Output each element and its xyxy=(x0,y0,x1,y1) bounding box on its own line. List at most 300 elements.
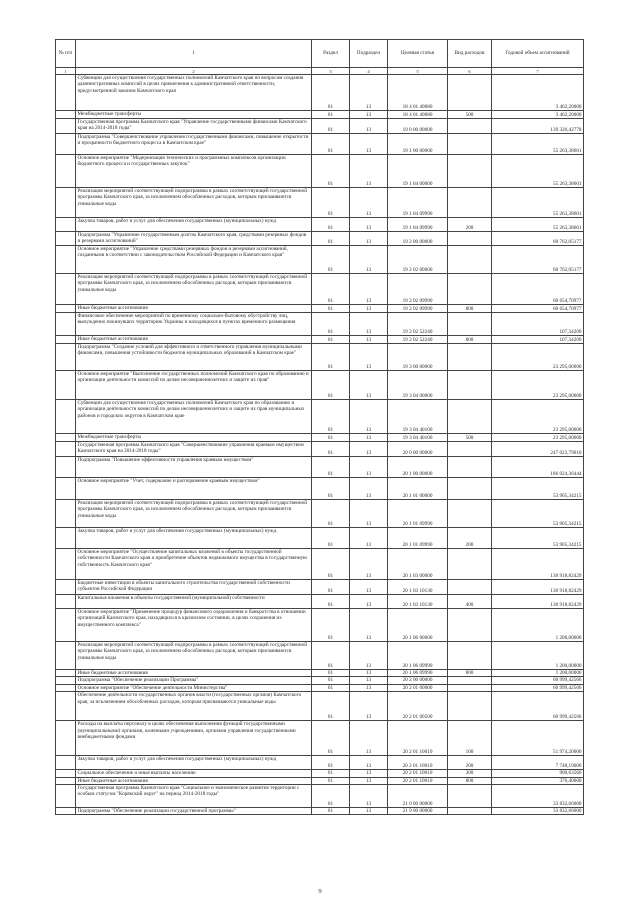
row-number xyxy=(56,188,76,218)
row-subsection: 13 xyxy=(350,808,388,815)
row-subsection: 13 xyxy=(350,478,388,500)
row-name: Реализация мероприятий соответствующей подпрограммы в рамках соответствующей государственной программы Камчатского края, за исключением обособленных расходов, которым присваиваются уникальные коды xyxy=(76,188,312,218)
row-expense-type: 500 xyxy=(448,434,492,442)
row-amount: 60 999,42566 xyxy=(492,692,584,721)
row-target-article: 19 2 02 09990 xyxy=(388,274,448,305)
row-target-article: 20 1 06 00000 xyxy=(388,609,448,642)
row-target-article: 20 2 00 00000 xyxy=(388,677,448,684)
column-numbering-row xyxy=(56,68,584,75)
row-name: Государственная программа Камчатского края "Совершенствование управления краевым имуществом Камчатского края на 2014-2018 годы" xyxy=(76,442,312,457)
row-section: 01 xyxy=(312,785,350,808)
row-section: 01 xyxy=(312,336,350,344)
row-amount: 1 200,00000 xyxy=(492,642,584,670)
row-number xyxy=(56,478,76,500)
row-name: Межбюджетные трансферты xyxy=(76,111,312,119)
row-name: Закупка товаров, работ и услуг для обеспечения государственных (муниципальных) нужд xyxy=(76,528,312,549)
row-number xyxy=(56,313,76,336)
row-target-article: 20 2 01 00000 xyxy=(388,684,448,691)
row-section: 01 xyxy=(312,684,350,691)
row-expense-type: 400 xyxy=(448,595,492,609)
row-name: Социальное обеспечение и иные выплаты населению xyxy=(76,770,312,777)
header-annual-volume: Годовой объем ассигнований xyxy=(492,40,584,68)
row-target-article: 20 2 01 10010 xyxy=(388,770,448,777)
row-expense-type xyxy=(448,609,492,642)
row-name: Основное мероприятие "Осуществление капитальных вложений в объекты государственной собственности Камчатского края и приобретение объектов недвижимого имущества в государственную собственность Камчатского края" xyxy=(76,549,312,580)
table-row xyxy=(56,188,584,218)
row-section: 01 xyxy=(312,756,350,770)
row-target-article: 20 1 01 09990 xyxy=(388,528,448,549)
row-number xyxy=(56,549,76,580)
row-expense-type xyxy=(448,642,492,670)
row-subsection: 13 xyxy=(350,344,388,371)
table-row xyxy=(56,478,584,500)
column-number: 4 xyxy=(350,68,388,75)
row-name: Подпрограмма "Обеспечение реализации государственной программы" xyxy=(76,808,312,815)
row-amount: 1 200,00000 xyxy=(492,609,584,642)
row-name: Иные бюджетные ассигнования xyxy=(76,777,312,784)
row-subsection: 13 xyxy=(350,75,388,111)
row-section: 01 xyxy=(312,188,350,218)
row-number xyxy=(56,808,76,815)
row-name: Иные бюджетные ассигнования xyxy=(76,670,312,677)
table-row xyxy=(56,305,584,313)
row-amount: 7 748,19000 xyxy=(492,756,584,770)
row-expense-type xyxy=(448,119,492,134)
table-row xyxy=(56,155,584,188)
table-row xyxy=(56,434,584,442)
row-target-article: 20 2 01 10010 xyxy=(388,756,448,770)
row-amount: 55 263,38601 xyxy=(492,134,584,155)
row-section: 01 xyxy=(312,119,350,134)
row-number xyxy=(56,609,76,642)
row-number xyxy=(56,400,76,434)
row-subsection: 13 xyxy=(350,670,388,677)
row-expense-type xyxy=(448,500,492,528)
column-number: 5 xyxy=(388,68,448,75)
row-amount: 3 462,20000 xyxy=(492,75,584,111)
row-section: 01 xyxy=(312,434,350,442)
row-name: Подпрограмма "Обеспечение реализации Программы" xyxy=(76,677,312,684)
row-expense-type: 100 xyxy=(448,721,492,756)
row-target-article: 20 0 00 00000 xyxy=(388,442,448,457)
row-name: Бюджетные инвестиции в объекты капитального строительства государственной собственности субъектов Российской Федерации xyxy=(76,580,312,595)
row-section: 01 xyxy=(312,232,350,246)
row-amount: 3 462,20000 xyxy=(492,111,584,119)
row-subsection: 13 xyxy=(350,692,388,721)
row-name: Реализация мероприятий соответствующей подпрограммы в рамках соответствующей государственной программы Камчатского края, за исключением обособленных расходов, которым присваиваются уникальные коды xyxy=(76,642,312,670)
row-subsection: 13 xyxy=(350,111,388,119)
row-section: 01 xyxy=(312,442,350,457)
row-subsection: 13 xyxy=(350,580,388,595)
row-target-article: 19 2 02 52240 xyxy=(388,336,448,344)
row-target-article: 19 1 04 09990 xyxy=(388,218,448,232)
row-amount: 33 832,66000 xyxy=(492,808,584,815)
row-target-article: 20 1 01 09990 xyxy=(388,500,448,528)
row-name: Подпрограмма "Управление государственным долгом Камчатского края, средствами резервных фондов и резервами ассигнований" xyxy=(76,232,312,246)
table-row xyxy=(56,684,584,691)
row-amount: 376,40000 xyxy=(492,777,584,784)
row-expense-type xyxy=(448,134,492,155)
row-name: Подпрограмма "Создание условий для эффективного и ответственного управления муниципальными финансами, повышения устойчивости бюджетов муниципальных образований в Камчатском крае" xyxy=(76,344,312,371)
row-expense-type xyxy=(448,692,492,721)
row-section: 01 xyxy=(312,609,350,642)
row-name: Основное мероприятие "Применение процедур финансового оздоровления и банкротства в отношении организаций Камчатского края, находящихся в кризисном состоянии, в целях сохранения их имущественного комплекса" xyxy=(76,609,312,642)
row-section: 01 xyxy=(312,344,350,371)
row-name: Обеспечение деятельности государственных органов власти (государственных органов) Камчатского края, за исключением обособленных расходов, которым присваиваются уникальные коды xyxy=(76,692,312,721)
table-row xyxy=(56,528,584,549)
table-row xyxy=(56,500,584,528)
row-section: 01 xyxy=(312,111,350,119)
row-name: Капитальные вложения в объекты государственной (муниципальной) собственности xyxy=(76,595,312,609)
row-subsection: 13 xyxy=(350,274,388,305)
row-number xyxy=(56,155,76,188)
row-number xyxy=(56,442,76,457)
row-target-article: 19 3 00 00000 xyxy=(388,344,448,371)
row-name: Основное мероприятие "Учет, содержание и распоряжение краевым имуществом" xyxy=(76,478,312,500)
row-name: Основное мероприятие "Выполнение государственных полномочий Камчатского края по образованию и организации деятельности комиссий по делам несовершеннолетних и защите их прав" xyxy=(76,371,312,400)
table-row xyxy=(56,336,584,344)
row-number xyxy=(56,692,76,721)
row-name: Межбюджетные трансферты xyxy=(76,434,312,442)
row-subsection: 13 xyxy=(350,371,388,400)
row-name: Иные бюджетные ассигнования xyxy=(76,336,312,344)
row-target-article: 20 1 06 09990 xyxy=(388,642,448,670)
row-expense-type xyxy=(448,808,492,815)
row-section: 01 xyxy=(312,692,350,721)
table-row xyxy=(56,274,584,305)
row-target-article: 19 3 04 40100 xyxy=(388,434,448,442)
row-expense-type xyxy=(448,785,492,808)
row-number xyxy=(56,371,76,400)
row-number xyxy=(56,642,76,670)
budget-table xyxy=(55,39,584,815)
row-expense-type xyxy=(448,371,492,400)
row-subsection: 13 xyxy=(350,134,388,155)
table-row xyxy=(56,642,584,670)
row-number xyxy=(56,305,76,313)
row-number xyxy=(56,336,76,344)
row-number xyxy=(56,457,76,478)
row-subsection: 13 xyxy=(350,609,388,642)
row-section: 01 xyxy=(312,670,350,677)
row-target-article: 20 1 03 00000 xyxy=(388,549,448,580)
row-amount: 60 762,05177 xyxy=(492,232,584,246)
row-number xyxy=(56,119,76,134)
row-amount: 247 023,79010 xyxy=(492,442,584,457)
row-section: 01 xyxy=(312,595,350,609)
row-expense-type xyxy=(448,188,492,218)
row-expense-type: 200 xyxy=(448,528,492,549)
row-name: Закупка товаров, работ и услуг для обеспечения государственных (муниципальных) нужд xyxy=(76,756,312,770)
row-subsection: 13 xyxy=(350,442,388,457)
row-target-article: 19 3 04 40100 xyxy=(388,400,448,434)
row-name: Закупка товаров, работ и услуг для обеспечения государственных (муниципальных) нужд xyxy=(76,218,312,232)
row-number xyxy=(56,274,76,305)
row-section: 01 xyxy=(312,580,350,595)
row-subsection: 13 xyxy=(350,756,388,770)
row-number xyxy=(56,785,76,808)
row-section: 01 xyxy=(312,274,350,305)
row-amount: 23 295,00000 xyxy=(492,400,584,434)
table-row xyxy=(56,692,584,721)
row-subsection: 13 xyxy=(350,642,388,670)
table-row xyxy=(56,677,584,684)
row-section: 01 xyxy=(312,721,350,756)
row-expense-type xyxy=(448,478,492,500)
row-amount: 130 918,82429 xyxy=(492,580,584,595)
row-expense-type xyxy=(448,580,492,595)
row-target-article: 19 3 04 00000 xyxy=(388,371,448,400)
table-row xyxy=(56,344,584,371)
row-section: 01 xyxy=(312,808,350,815)
row-target-article: 19 0 00 00000 xyxy=(388,119,448,134)
table-row xyxy=(56,232,584,246)
row-name: Реализация мероприятий соответствующей подпрограммы в рамках соответствующей государственной программы Камчатского края, за исключением обособленных расходов, которым присваиваются уникальные коды xyxy=(76,274,312,305)
row-expense-type xyxy=(448,313,492,336)
row-subsection: 13 xyxy=(350,549,388,580)
row-name: Государственная программа Камчатского края "Управление государственными финансами Камчатского края на 2014-2018 годы" xyxy=(76,119,312,134)
table-row xyxy=(56,609,584,642)
row-amount: 55 263,38601 xyxy=(492,188,584,218)
table-row xyxy=(56,218,584,232)
row-amount: 55 263,38601 xyxy=(492,218,584,232)
row-target-article: 19 2 00 00000 xyxy=(388,232,448,246)
row-expense-type xyxy=(448,155,492,188)
row-name: Расходы на выплаты персоналу в целях обеспечения выполнения функций государственными (муниципальными) органами, казенными учреждениями, органами управления государственными внебюджетными фондами xyxy=(76,721,312,756)
row-amount: 53 905,34215 xyxy=(492,528,584,549)
row-target-article: 20 1 06 09990 xyxy=(388,670,448,677)
row-expense-type xyxy=(448,549,492,580)
row-target-article: 21 9 00 00000 xyxy=(388,808,448,815)
column-number: 6 xyxy=(448,68,492,75)
table-body xyxy=(56,40,584,815)
row-target-article: 20 2 01 00500 xyxy=(388,692,448,721)
table-row xyxy=(56,400,584,434)
row-subsection: 13 xyxy=(350,777,388,784)
row-number xyxy=(56,670,76,677)
table-row xyxy=(56,134,584,155)
table-row xyxy=(56,313,584,336)
row-amount: 60 999,42566 xyxy=(492,684,584,691)
row-target-article: 20 2 01 10010 xyxy=(388,777,448,784)
row-name: Иные бюджетные ассигнования xyxy=(76,305,312,313)
row-expense-type: 800 xyxy=(448,305,492,313)
row-amount: 1 200,00000 xyxy=(492,670,584,677)
row-amount: 23 295,00000 xyxy=(492,371,584,400)
row-target-article: 19 2 02 52240 xyxy=(388,313,448,336)
page-number: 9 xyxy=(318,888,322,895)
row-subsection: 13 xyxy=(350,595,388,609)
row-expense-type: 300 xyxy=(448,770,492,777)
row-number xyxy=(56,770,76,777)
row-subsection: 13 xyxy=(350,305,388,313)
row-number xyxy=(56,756,76,770)
table-row xyxy=(56,670,584,677)
header-expense-type: Вид расходов xyxy=(448,40,492,68)
row-amount: 33 832,66000 xyxy=(492,785,584,808)
row-target-article: 19 1 04 09990 xyxy=(388,188,448,218)
row-subsection: 13 xyxy=(350,188,388,218)
row-section: 01 xyxy=(312,500,350,528)
row-amount: 139 320,42778 xyxy=(492,119,584,134)
row-name: Субвенции для осуществления государственных полномочий Камчатского края по образованию и организации деятельности комиссий по делам несовершеннолетних и защите их прав муниципальных районов и городских округов в Камчатском крае xyxy=(76,400,312,434)
row-amount: 23 295,00000 xyxy=(492,434,584,442)
row-name: Подпрограмма "Повышение эффективности управления краевым имуществом" xyxy=(76,457,312,478)
row-amount: 60 999,42566 xyxy=(492,677,584,684)
row-target-article: 20 2 01 10010 xyxy=(388,721,448,756)
row-subsection: 13 xyxy=(350,400,388,434)
row-subsection: 13 xyxy=(350,770,388,777)
row-amount: 53 905,34215 xyxy=(492,500,584,528)
column-number: 3 xyxy=(312,68,350,75)
row-section: 01 xyxy=(312,770,350,777)
table-row xyxy=(56,371,584,400)
row-section: 01 xyxy=(312,549,350,580)
row-number xyxy=(56,434,76,442)
row-target-article: 18 4 01 40080 xyxy=(388,75,448,111)
table-row xyxy=(56,770,584,777)
row-expense-type: 200 xyxy=(448,218,492,232)
row-name: Основное мероприятие "Обеспечение деятельности Министерства" xyxy=(76,684,312,691)
table-row xyxy=(56,75,584,111)
row-subsection: 13 xyxy=(350,500,388,528)
row-expense-type: 200 xyxy=(448,756,492,770)
row-subsection: 13 xyxy=(350,218,388,232)
table-row xyxy=(56,549,584,580)
row-target-article: 19 1 04 00000 xyxy=(388,155,448,188)
row-amount: 51 974,20000 xyxy=(492,721,584,756)
row-name: Государственная программа Камчатского края "Социальное и экономическое развитие территории с особым статусом "Корякский округ" на период 2014-2018 годы" xyxy=(76,785,312,808)
row-expense-type: 500 xyxy=(448,111,492,119)
row-expense-type xyxy=(448,677,492,684)
row-expense-type: 800 xyxy=(448,777,492,784)
row-number xyxy=(56,595,76,609)
row-target-article: 20 1 03 10130 xyxy=(388,580,448,595)
row-target-article: 21 0 00 00000 xyxy=(388,785,448,808)
table-row xyxy=(56,785,584,808)
row-amount: 186 024,36444 xyxy=(492,457,584,478)
column-number: 2 xyxy=(76,68,312,75)
row-amount: 107,34200 xyxy=(492,313,584,336)
row-section: 01 xyxy=(312,155,350,188)
row-amount: 60 762,05177 xyxy=(492,246,584,274)
row-target-article: 20 1 00 00000 xyxy=(388,457,448,478)
row-subsection: 13 xyxy=(350,246,388,274)
table-row xyxy=(56,457,584,478)
header-no: № п/п xyxy=(56,40,76,68)
row-number xyxy=(56,677,76,684)
row-number xyxy=(56,134,76,155)
row-amount: 900,63566 xyxy=(492,770,584,777)
table-row xyxy=(56,111,584,119)
row-number xyxy=(56,232,76,246)
table-row xyxy=(56,246,584,274)
row-expense-type xyxy=(448,344,492,371)
row-amount: 130 918,82429 xyxy=(492,549,584,580)
row-amount: 23 295,00000 xyxy=(492,344,584,371)
row-number xyxy=(56,500,76,528)
row-target-article: 19 2 02 09990 xyxy=(388,305,448,313)
row-subsection: 13 xyxy=(350,232,388,246)
header-name: 1 xyxy=(76,40,312,68)
row-section: 01 xyxy=(312,371,350,400)
row-expense-type xyxy=(448,400,492,434)
row-expense-type: 800 xyxy=(448,670,492,677)
row-section: 01 xyxy=(312,75,350,111)
row-number xyxy=(56,721,76,756)
row-amount: 60 654,70977 xyxy=(492,305,584,313)
row-section: 01 xyxy=(312,218,350,232)
row-target-article: 19 1 00 00000 xyxy=(388,134,448,155)
row-number xyxy=(56,344,76,371)
header-subsection: Подраздел xyxy=(350,40,388,68)
table-row xyxy=(56,777,584,784)
row-subsection: 13 xyxy=(350,457,388,478)
row-amount: 53 905,34215 xyxy=(492,478,584,500)
row-name: Финансовое обеспечение мероприятий по временному социально-бытовому обустройству лиц, вынужденно покинувших территорию Украины и находящихся в пунктах временного размещения xyxy=(76,313,312,336)
row-expense-type xyxy=(448,274,492,305)
row-subsection: 13 xyxy=(350,528,388,549)
row-expense-type xyxy=(448,684,492,691)
row-expense-type: 800 xyxy=(448,336,492,344)
row-section: 01 xyxy=(312,777,350,784)
row-target-article: 20 1 03 10130 xyxy=(388,595,448,609)
row-section: 01 xyxy=(312,457,350,478)
row-amount: 55 263,38601 xyxy=(492,155,584,188)
row-subsection: 13 xyxy=(350,677,388,684)
row-section: 01 xyxy=(312,305,350,313)
row-name: Подпрограмма "Совершенствование управления государственными финансами, повышение открытости и прозрачности бюджетного процесса в Камчатском крае" xyxy=(76,134,312,155)
row-section: 01 xyxy=(312,528,350,549)
row-section: 01 xyxy=(312,677,350,684)
row-expense-type xyxy=(448,246,492,274)
row-number xyxy=(56,528,76,549)
row-expense-type xyxy=(448,457,492,478)
row-name: Субвенции для осуществления государственных полномочий Камчатского края по вопросам создания административных комиссий в целях привлечения к административной ответственности, предусмотренной законом Камчатского края xyxy=(76,75,312,111)
header-target-article: Целевая статья xyxy=(388,40,448,68)
row-amount: 107,34200 xyxy=(492,336,584,344)
row-number xyxy=(56,218,76,232)
row-name: Основное мероприятие "Модернизация технических и программных комплексов организации бюджетного процесса и государственных закупок" xyxy=(76,155,312,188)
table-row xyxy=(56,580,584,595)
row-section: 01 xyxy=(312,134,350,155)
table-header-row xyxy=(56,40,584,68)
row-number xyxy=(56,246,76,274)
row-amount: 130 918,82429 xyxy=(492,595,584,609)
row-subsection: 13 xyxy=(350,313,388,336)
row-name: Основное мероприятие "Управление средствами резервных фондов и резервами ассигнований, созданными в соответствии с законодательством Российской Федерации и Камчатского края" xyxy=(76,246,312,274)
row-number xyxy=(56,684,76,691)
row-expense-type xyxy=(448,75,492,111)
row-subsection: 13 xyxy=(350,785,388,808)
row-subsection: 13 xyxy=(350,155,388,188)
table-row xyxy=(56,442,584,457)
table-row xyxy=(56,721,584,756)
row-number xyxy=(56,75,76,111)
row-number xyxy=(56,580,76,595)
row-section: 01 xyxy=(312,313,350,336)
table-row xyxy=(56,119,584,134)
column-number: 1 xyxy=(56,68,76,75)
row-section: 01 xyxy=(312,642,350,670)
row-target-article: 20 1 01 00000 xyxy=(388,478,448,500)
row-expense-type xyxy=(448,442,492,457)
row-number xyxy=(56,777,76,784)
header-section: Раздел xyxy=(312,40,350,68)
row-subsection: 13 xyxy=(350,721,388,756)
row-section: 01 xyxy=(312,246,350,274)
row-subsection: 13 xyxy=(350,434,388,442)
